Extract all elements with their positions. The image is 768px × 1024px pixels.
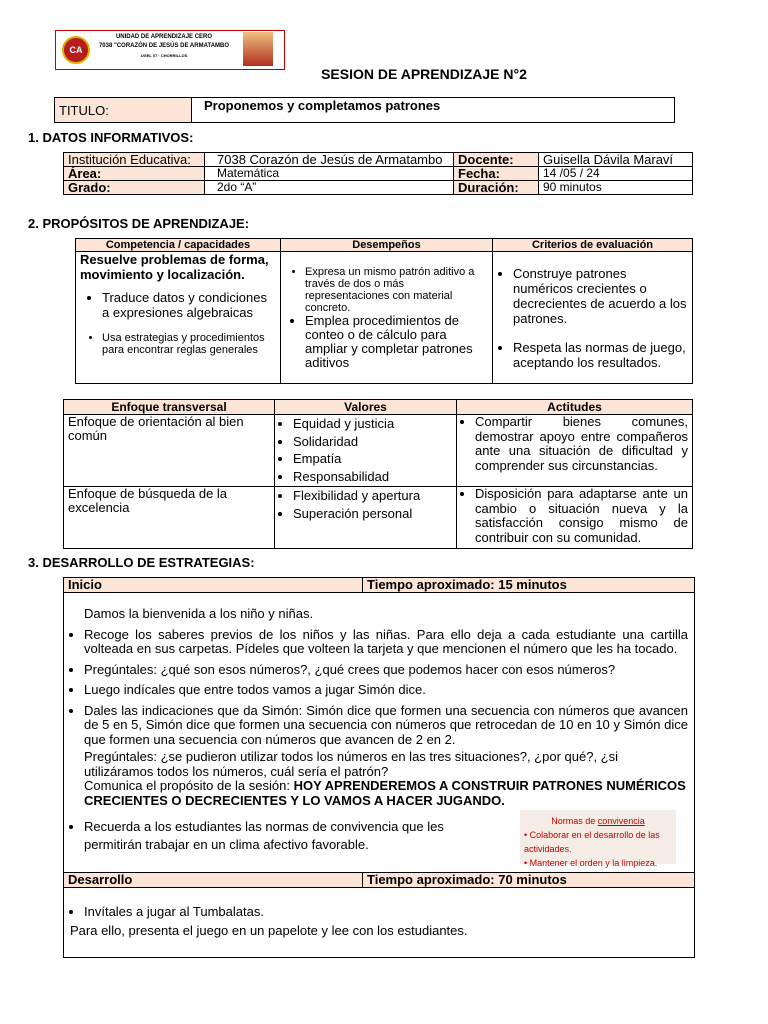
propositos-heading: 2. PROPÓSITOS DE APRENDIZAJE: <box>28 216 250 231</box>
criterios-col-header: Criterios de evaluación <box>493 239 693 252</box>
criterio-item: • Respeta las normas de juego, aceptando los resultados. <box>513 340 688 370</box>
institucion-label: Institución Educativa: <box>64 153 205 167</box>
fecha-label: Fecha: <box>454 167 539 181</box>
school-banner-text <box>90 33 238 60</box>
inicio-label: Inicio <box>64 578 363 593</box>
docente-label: Docente: <box>454 153 539 167</box>
inicio-content <box>64 593 695 873</box>
institucion-value: 7038 Corazón de Jesús de Armatambo <box>205 153 454 167</box>
desempeno-item: • Emplea procedimientos de conteo o de cálculo para ampliar y completar patrones aditivos <box>305 314 488 370</box>
desarrollo-label: Desarrollo <box>64 873 363 888</box>
competencia-col-header: Competencia / capacidades <box>76 239 281 252</box>
area-label: Área: <box>64 167 205 181</box>
desempeno-item: • Expresa un mismo patrón aditivo a través de dos o más representaciones con material concreto. <box>305 266 488 314</box>
actitud-item: • Compartir bienes comunes, demostrar apoyo entre compañeros ante una situación de dificultad y comprender sus circunstancias. <box>475 415 688 473</box>
valor-item: • Superación personal <box>293 505 452 523</box>
normas-bullet: • Recuerda a los estudiantes las normas de convivencia que les permitirán trabajar en un clima afectivo favorable. <box>84 818 504 854</box>
grado-label: Grado: <box>64 181 205 195</box>
area-value: Matemática <box>205 167 454 181</box>
actitud-item: • Disposición para adaptarse ante un cambio o situación nueva y la satisfacción consigo mismo de contribuir con su comunidad. <box>475 487 688 545</box>
sacred-heart-image <box>243 32 273 66</box>
normas-convivencia-card <box>520 810 676 868</box>
capacidad-item: • Traduce datos y condiciones a expresiones algebraicas <box>102 290 276 320</box>
grado-value: 2do “A” <box>205 181 454 195</box>
banner-line-1: UNIDAD DE APRENDIZAJE CERO <box>115 34 213 40</box>
valor-item: • Flexibilidad y apertura <box>293 487 452 505</box>
inicio-bullet: • Recoge los saberes previos de los niños y las niñas. Para ello deja a cada estudiante una cartilla volteada en sus carpetas. Pídeles que volteen la tarjeta y que mencionen el número que les ha tocado. <box>84 628 688 657</box>
enfoques-table <box>63 399 693 549</box>
inicio-bullet: • Pregúntales: ¿qué son esos números?, ¿qué crees que podemos hacer con esos números? <box>84 663 688 678</box>
school-seal-logo: CA <box>62 36 90 64</box>
desempenos-col-header: Desempeños <box>281 239 493 252</box>
criterio-item: • Construye patrones numéricos crecientes o decrecientes de acuerdo a los patrones. <box>513 266 688 326</box>
desarrollo-heading: 3. DESARROLLO DE ESTRATEGIAS: <box>28 555 255 570</box>
page-title: SESION DE APRENDIZAJE N°2 <box>321 66 527 82</box>
inicio-bullet: • Luego indícales que entre todos vamos a jugar Simón dice. <box>84 683 688 698</box>
valor-item: • Equidad y justicia <box>293 415 452 433</box>
desarrollo-bullet: • Invítales a jugar al Tumbalatas. <box>84 902 688 921</box>
proposito-sesion <box>70 779 688 808</box>
banner-line-3: UGEL 07 · CHORRILLOS <box>140 53 188 58</box>
desarrollo-content <box>64 888 695 958</box>
normas-card-title: Normas de convivencia <box>551 816 645 826</box>
banner-line-2: 7038 "CORAZÓN DE JESÚS DE ARMATAMBO <box>98 43 230 49</box>
titulo-table <box>54 97 675 123</box>
competencia-text: Resuelve problemas de forma, movimiento y localización. <box>80 252 269 282</box>
normas-row <box>70 810 688 868</box>
duracion-label: Duración: <box>454 181 539 195</box>
actitud-cell <box>457 415 693 487</box>
inicio-time: Tiempo aproximado: 15 minutos <box>363 578 695 593</box>
valor-item: • Responsabilidad <box>293 468 452 486</box>
fecha-value: 14 /05 / 24 <box>539 167 693 181</box>
desarrollo-time: Tiempo aproximado: 70 minutos <box>363 873 695 888</box>
valores-col-header: Valores <box>275 400 457 415</box>
proposito-prefix: Comunica el propósito de la sesión: <box>84 778 290 793</box>
valores-cell <box>275 487 457 549</box>
normas-card-item: • Mantener el orden y la limpieza. <box>524 858 658 868</box>
proposito-bold: HOY APRENDEREMOS A CONSTRUIR PATRONES NUMÉRICOS CRECIENTES O DECRECIENTES Y LO VAMOS A HACER JUGANDO. <box>84 778 686 808</box>
valor-item: • Empatía <box>293 450 452 468</box>
capacidad-item: • Usa estrategias y procedimientos para encontrar reglas generales <box>102 332 276 356</box>
enfoque-excelencia: Enfoque de búsqueda de la excelencia <box>64 487 275 549</box>
desempenos-cell <box>281 252 493 384</box>
criterios-cell <box>493 252 693 384</box>
actitud-cell <box>457 487 693 549</box>
datos-heading: 1. DATOS INFORMATIVOS: <box>28 130 194 145</box>
duracion-value: 90 minutos <box>539 181 693 195</box>
titulo-value: Proponemos y completamos patrones <box>192 98 675 123</box>
inicio-intro: Damos la bienvenida a los niño y niñas. <box>84 606 314 621</box>
enfoque-col-header: Enfoque transversal <box>64 400 275 415</box>
enfoque-bien-comun: Enfoque de orientación al bien común <box>64 415 275 487</box>
propositos-table <box>75 238 693 384</box>
inicio-bullet: • Dales las indicaciones que da Simón: Simón dice que formen una secuencia con números que avancen de 5 en 5, Simón dice que formen una secuencia con números que retrocedan de 10 en 10 y Simón dice que formen una secuencia con números que avancen de 2 en 2. <box>84 704 688 748</box>
valor-item: • Solidaridad <box>293 433 452 451</box>
competencia-cell <box>76 252 281 384</box>
estrategias-table <box>63 577 695 958</box>
inicio-question: Pregúntales: ¿se pudieron utilizar todos los números en las tres situaciones?, ¿por qué?, ¿si utilizáramos todos los números, cuál sería el patrón? <box>84 749 618 779</box>
valores-cell <box>275 415 457 487</box>
titulo-label: TITULO: <box>55 98 192 123</box>
actitudes-col-header: Actitudes <box>457 400 693 415</box>
docente-value: Guisella Dávila Maraví <box>539 153 693 167</box>
desarrollo-text: Para ello, presenta el juego en un papelote y lee con los estudiantes. <box>70 923 468 938</box>
datos-table <box>63 152 693 195</box>
normas-card-item: • Colaborar en el desarrollo de las actividades. <box>524 830 660 854</box>
